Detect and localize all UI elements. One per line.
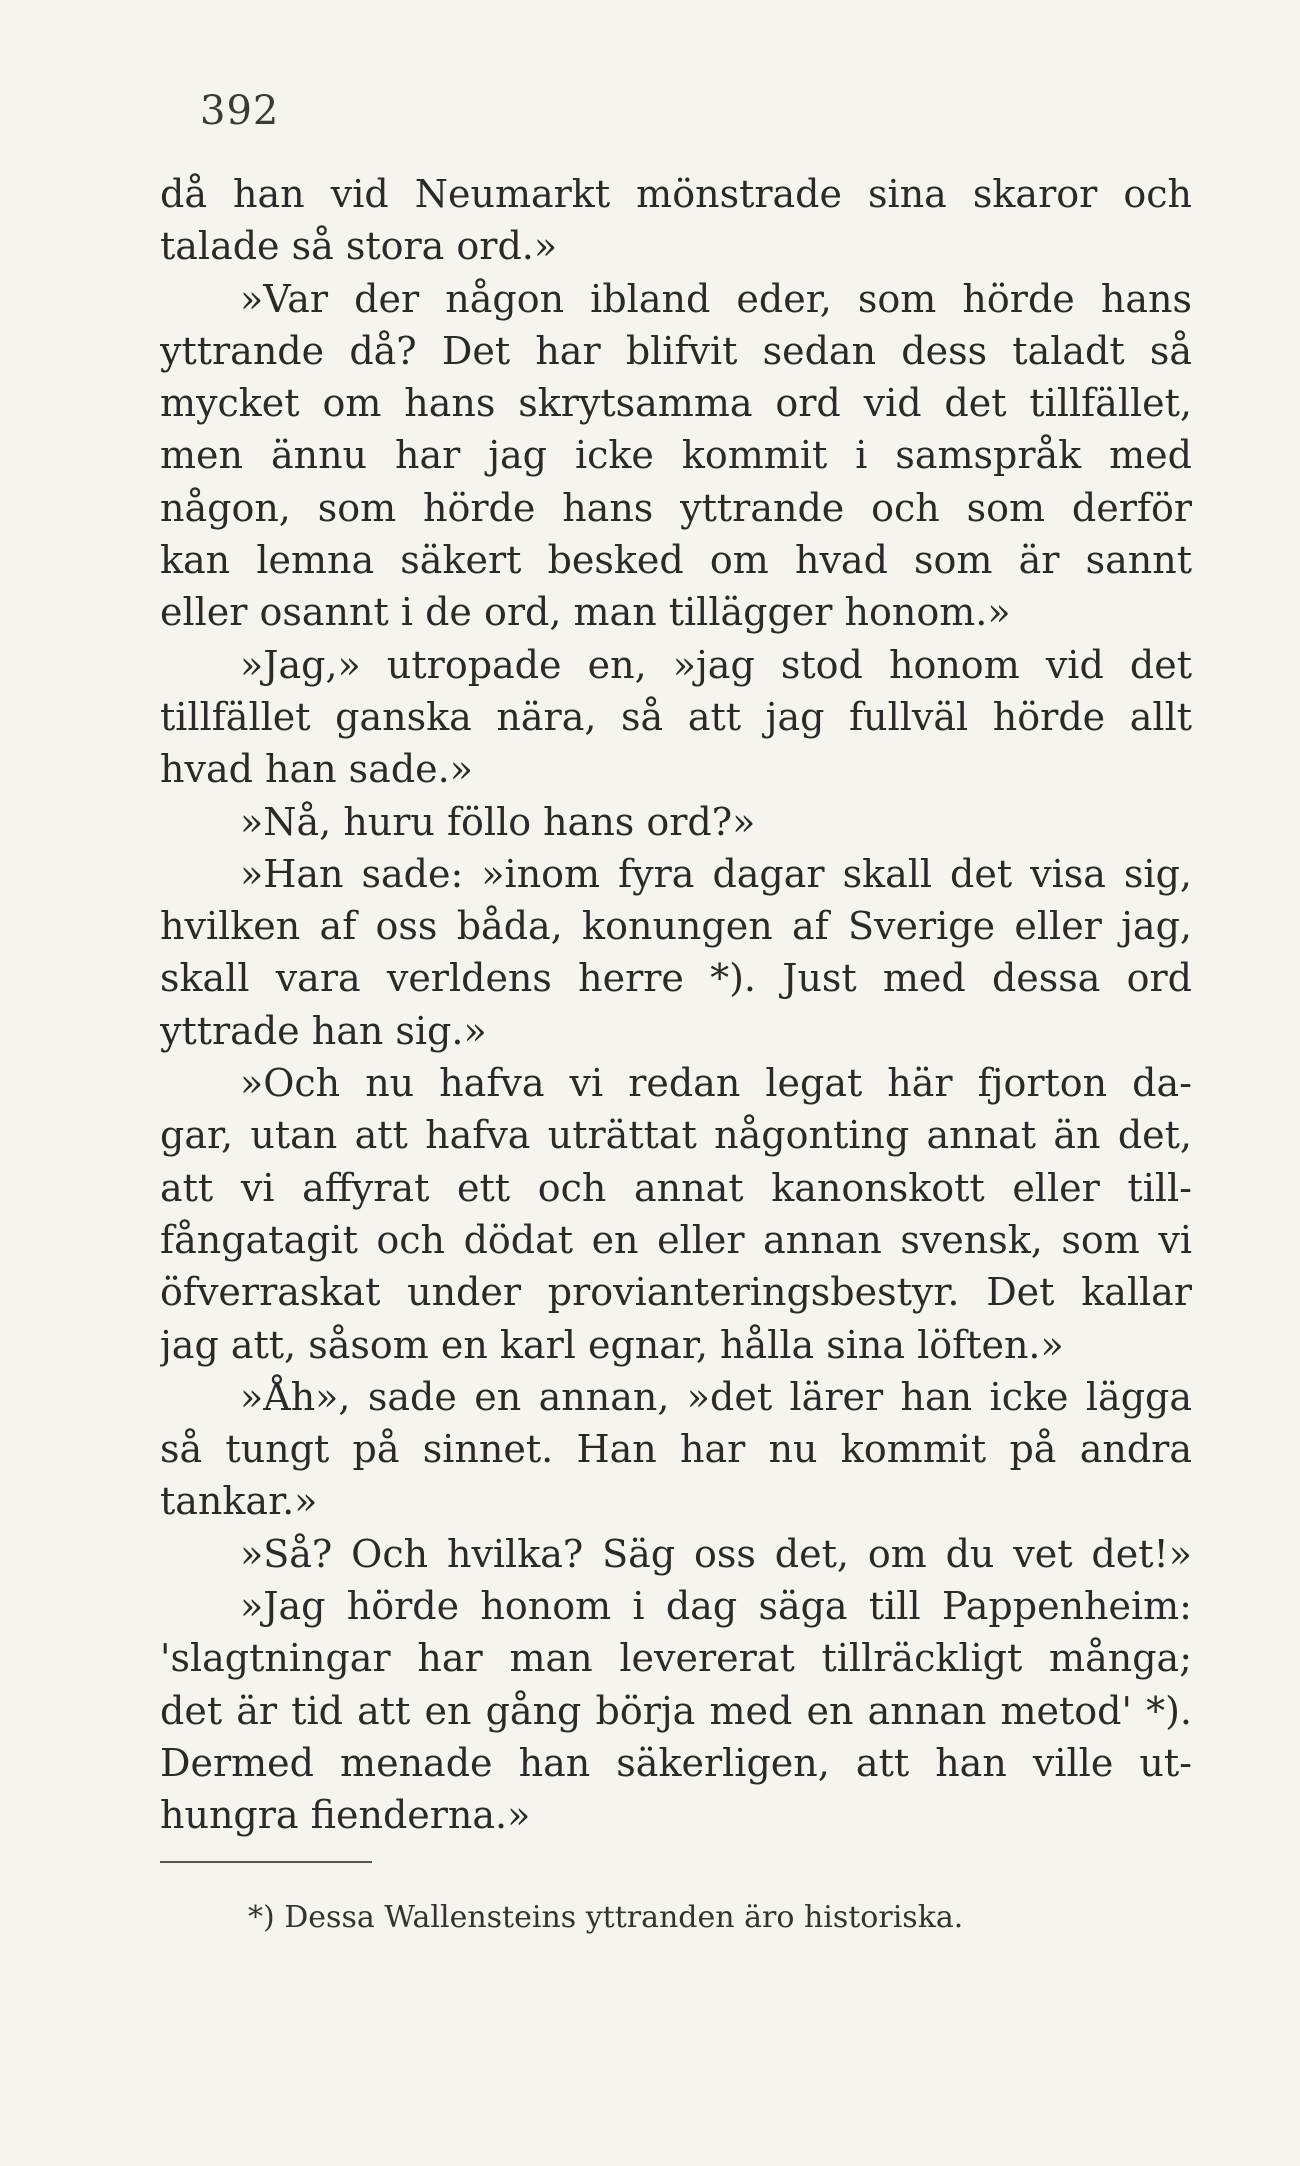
text-line: mycket om hans skrytsamma ord vid det tillfället,	[160, 381, 1192, 426]
text-line: »Han sade: »inom fyra dagar skall det visa sig,	[240, 851, 1192, 896]
text-line: »Och nu hafva vi redan legat här fjorton da-	[240, 1061, 1192, 1106]
text-line: »Var der någon ibland eder, som hörde hans	[240, 276, 1192, 321]
text-line: det är tid att en gång börja med en annan metod' *).	[160, 1688, 1192, 1733]
text-line: »Jag,» utropade en, »jag stod honom vid det	[240, 642, 1192, 687]
text-line: hungra fienderna.»	[160, 1793, 531, 1838]
page-number: 392	[200, 88, 280, 134]
footnote: *) Dessa Wallensteins yttranden äro historiska.	[248, 1900, 964, 1935]
text-line: Dermed menade han säkerligen, att han ville ut-	[160, 1740, 1192, 1785]
text-line: att vi affyrat ett och annat kanonskott eller till-	[160, 1165, 1192, 1210]
text-line: gar, utan att hafva uträttat någonting annat än det,	[160, 1113, 1192, 1158]
text-line: hvad han sade.»	[160, 747, 473, 792]
text-line: skall vara verldens herre *). Just med dessa ord	[160, 956, 1192, 1001]
text-line: öfverraskat under provianteringsbestyr. Det kallar	[160, 1270, 1192, 1315]
text-line: »Jag hörde honom i dag säga till Pappenheim:	[240, 1584, 1192, 1629]
text-line: yttrade han sig.»	[160, 1008, 487, 1053]
text-line: så tungt på sinnet. Han har nu kommit på andra	[160, 1427, 1192, 1472]
text-line: fångatagit och dödat en eller annan svensk, som vi	[160, 1217, 1192, 1262]
footnote-divider	[160, 1861, 372, 1863]
text-line: »Åh», sade en annan, »det lärer han icke lägga	[240, 1374, 1192, 1419]
text-line: »Så? Och hvilka? Säg oss det, om du vet det!»	[240, 1531, 1192, 1576]
text-line: »Nå, huru föllo hans ord?»	[240, 799, 756, 844]
text-line: 'slagtningar har man levererat tillräckligt många;	[160, 1636, 1192, 1681]
text-line: tankar.»	[160, 1479, 318, 1524]
text-line: yttrande då? Det har blifvit sedan dess taladt så	[160, 328, 1192, 373]
text-line: jag att, såsom en karl egnar, hålla sina löften.»	[160, 1322, 1064, 1367]
body-text	[160, 168, 1192, 1842]
text-line: då han vid Neumarkt mönstrade sina skaror och	[160, 172, 1192, 216]
text-line: tillfället ganska nära, så att jag fullväl hörde allt	[160, 694, 1192, 739]
text-line: hvilken af oss båda, konungen af Sverige eller jag,	[160, 904, 1192, 949]
text-line: eller osannt i de ord, man tillägger honom.»	[160, 590, 1011, 635]
text-line: men ännu har jag icke kommit i samspråk med	[160, 433, 1192, 478]
text-line: talade så stora ord.»	[160, 224, 558, 269]
text-line: någon, som hörde hans yttrande och som derför	[160, 485, 1192, 530]
text-line: kan lemna säkert besked om hvad som är sannt	[160, 538, 1192, 583]
